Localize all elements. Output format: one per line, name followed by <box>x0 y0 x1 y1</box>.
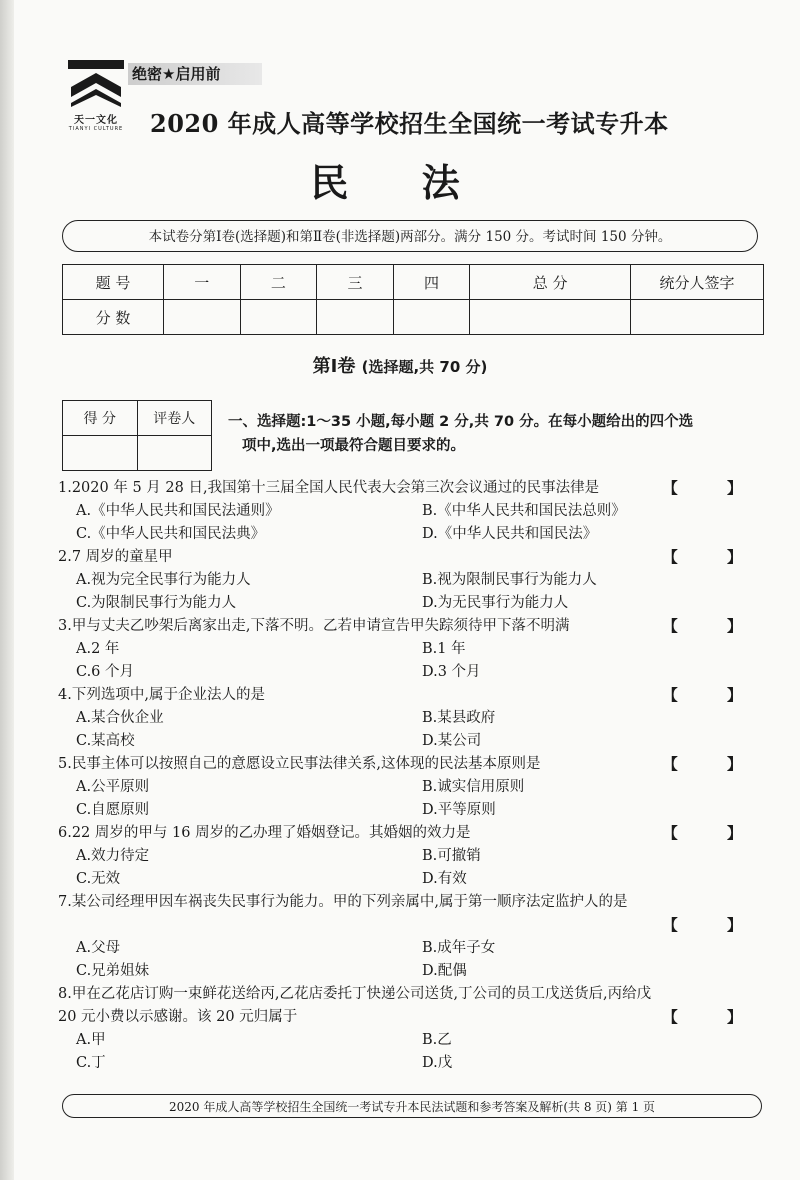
score-cell: 三 <box>317 265 394 300</box>
answer-option: A.效力待定 <box>76 848 150 864</box>
answer-option: C.为限制民事行为能力人 <box>76 595 237 611</box>
answer-option: B.诚实信用原则 <box>422 779 525 795</box>
option-grid <box>58 638 770 684</box>
question-item <box>58 891 770 983</box>
answer-bracket[interactable]: 【 】 <box>662 686 764 704</box>
option-grid <box>58 707 770 753</box>
grade-score-input[interactable] <box>63 436 138 471</box>
answer-bracket[interactable]: 【 】 <box>662 916 764 934</box>
answer-bracket[interactable]: 【 】 <box>662 1008 764 1026</box>
answer-option: B.视为限制民事行为能力人 <box>422 572 597 588</box>
answer-option: D.有效 <box>422 871 467 887</box>
answer-option: A.父母 <box>76 940 121 956</box>
part-title <box>0 352 800 378</box>
score-cell: 总 分 <box>470 265 631 300</box>
answer-option: B.某县政府 <box>422 710 496 726</box>
option-grid <box>58 776 770 822</box>
question-item <box>58 477 770 546</box>
question-item <box>58 822 770 891</box>
question-stem: 2.7 周岁的童星甲 <box>58 549 173 565</box>
score-input-cell[interactable] <box>631 300 764 335</box>
answer-option: A.某合伙企业 <box>76 710 164 726</box>
answer-option: A.《中华人民共和国民法通则》 <box>76 503 280 519</box>
question-item <box>58 684 770 753</box>
grade-score-label: 得 分 <box>63 401 138 436</box>
score-input-cell[interactable] <box>317 300 394 335</box>
section-instructions <box>228 410 758 458</box>
answer-option: C.丁 <box>76 1055 106 1071</box>
answer-bracket[interactable]: 【 】 <box>662 479 764 497</box>
answer-option: C.6 个月 <box>76 664 135 680</box>
score-input-cell[interactable] <box>164 300 241 335</box>
answer-option: D.某公司 <box>422 733 482 749</box>
question-stem: 7.某公司经理甲因车祸丧失民事行为能力。甲的下列亲属中,属于第一顺序法定监护人的是 <box>58 894 628 910</box>
exam-notice: 本试卷分第Ⅰ卷(选择题)和第Ⅱ卷(非选择题)两部分。满分 150 分。考试时间 150 分钟。 <box>62 220 758 252</box>
question-stem: 3.甲与丈夫乙吵架后离家出走,下落不明。乙若申请宣告甲失踪须待甲下落不明满 <box>58 618 570 634</box>
score-cell: 题 号 <box>63 265 164 300</box>
grade-grader-label: 评卷人 <box>137 401 212 436</box>
question-stem: 6.22 周岁的甲与 16 周岁的乙办理了婚姻登记。其婚姻的效力是 <box>58 825 471 841</box>
exam-title: 2020 年成人高等学校招生全国统一考试专升本 <box>150 109 669 138</box>
answer-option: D.《中华人民共和国民法》 <box>422 526 598 542</box>
question-list <box>58 477 770 1075</box>
score-table <box>62 264 764 335</box>
option-grid <box>58 500 770 546</box>
answer-bracket[interactable]: 【 】 <box>662 548 764 566</box>
answer-option: B.成年子女 <box>422 940 496 956</box>
score-cell: 统分人签字 <box>631 265 764 300</box>
grade-box <box>62 400 212 471</box>
score-input-cell[interactable] <box>240 300 317 335</box>
question-item <box>58 983 770 1075</box>
answer-option: A.视为完全民事行为能力人 <box>76 572 251 588</box>
question-item <box>58 615 770 684</box>
page-footer: 2020 年成人高等学校招生全国统一考试专升本民法试题和参考答案及解析(共 8 页) 第 1 页 <box>62 1094 762 1118</box>
score-table-header-row <box>63 265 764 300</box>
score-table-value-row <box>63 300 764 335</box>
question-stem: 8.甲在乙花店订购一束鲜花送给丙,乙花店委托丁快递公司送货,丁公司的员工戊送货后,丙给戊 <box>58 986 652 1002</box>
question-stem: 20 元小费以示感谢。该 20 元归属于 <box>58 1009 298 1025</box>
answer-bracket[interactable]: 【 】 <box>662 755 764 773</box>
answer-option: A.公平原则 <box>76 779 150 795</box>
answer-bracket[interactable]: 【 】 <box>662 824 764 842</box>
score-cell: 分 数 <box>63 300 164 335</box>
publisher-logo <box>68 60 124 132</box>
answer-option: C.《中华人民共和国民法典》 <box>76 526 266 542</box>
answer-option: C.无效 <box>76 871 121 887</box>
answer-option: C.自愿原则 <box>76 802 150 818</box>
answer-bracket[interactable]: 【 】 <box>662 617 764 635</box>
score-input-cell[interactable] <box>470 300 631 335</box>
answer-option: B.1 年 <box>422 641 466 657</box>
answer-option: D.平等原则 <box>422 802 496 818</box>
answer-option: B.乙 <box>422 1032 452 1048</box>
grade-grader-input[interactable] <box>137 436 212 471</box>
question-stem: 5.民事主体可以按照自己的意愿设立民事法律关系,这体现的民法基本原则是 <box>58 756 541 772</box>
score-cell: 四 <box>393 265 470 300</box>
option-grid <box>58 937 770 983</box>
answer-option: B.可撤销 <box>422 848 481 864</box>
score-cell: 一 <box>164 265 241 300</box>
question-item <box>58 546 770 615</box>
score-cell: 二 <box>240 265 317 300</box>
answer-option: D.配偶 <box>422 963 467 979</box>
option-grid <box>58 845 770 891</box>
answer-option: C.某高校 <box>76 733 135 749</box>
answer-option: A.甲 <box>76 1032 106 1048</box>
section-line: 一、选择题:1～35 小题,每小题 2 分,共 70 分。在每小题给出的四个选 <box>228 414 694 430</box>
answer-option: C.兄弟姐妹 <box>76 963 150 979</box>
part-title-main: 第Ⅰ卷 <box>312 356 356 377</box>
answer-option: D.为无民事行为能力人 <box>422 595 569 611</box>
option-grid <box>58 569 770 615</box>
score-input-cell[interactable] <box>393 300 470 335</box>
question-stem: 4.下列选项中,属于企业法人的是 <box>58 687 265 703</box>
section-line: 项中,选出一项最符合题目要求的。 <box>242 438 466 454</box>
chevron-logo-icon <box>71 73 121 107</box>
answer-option: D.戊 <box>422 1055 453 1071</box>
question-stem: 1.2020 年 5 月 28 日,我国第十三届全国人民代表大会第三次会议通过的民事法律是 <box>58 480 600 496</box>
secret-label: 绝密★启用前 <box>128 63 262 85</box>
answer-option: A.2 年 <box>76 641 120 657</box>
question-item <box>58 753 770 822</box>
part-title-paren: (选择题,共 70 分) <box>361 358 488 376</box>
logo-sub: TIANYI CULTURE <box>68 126 124 132</box>
answer-option: B.《中华人民共和国民法总则》 <box>422 503 626 519</box>
option-grid <box>58 1029 770 1075</box>
subject-title: 民 法 <box>310 160 490 205</box>
logo-name: 天一文化 <box>74 115 118 126</box>
answer-option: D.3 个月 <box>422 664 481 680</box>
